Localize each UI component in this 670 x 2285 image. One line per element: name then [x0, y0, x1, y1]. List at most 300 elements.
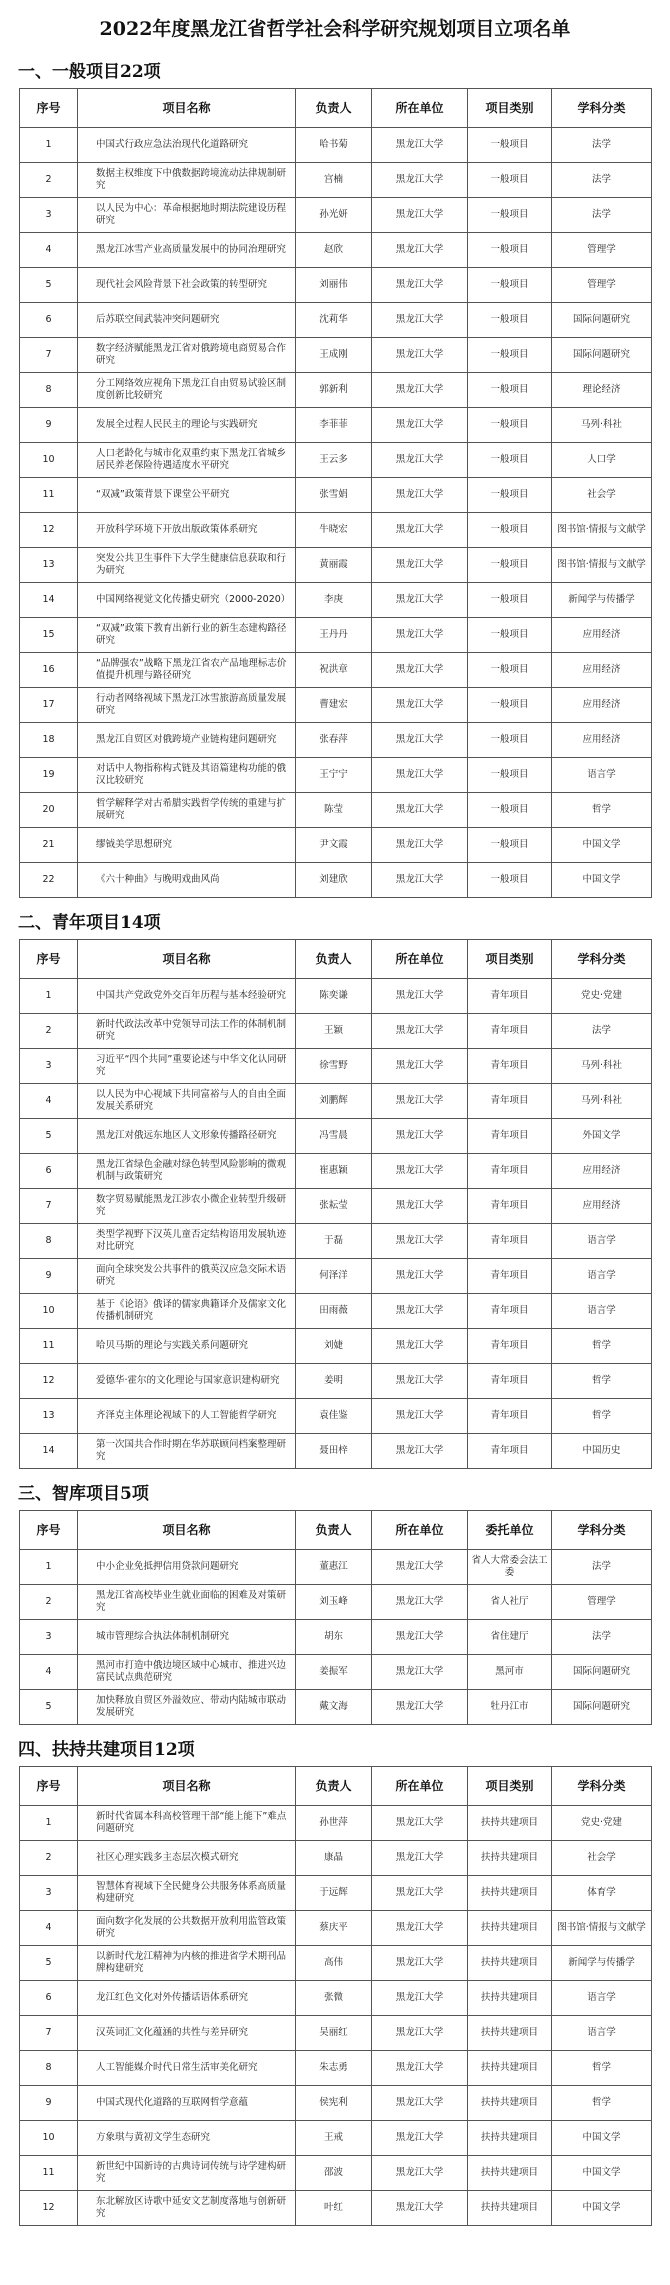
cell-category: 一般项目	[468, 268, 552, 303]
cell-project-name: 数字经济赋能黑龙江省对俄跨境电商贸易合作研究	[78, 338, 296, 373]
cell-discipline: 国际问题研究	[552, 303, 652, 338]
cell-project-name: 数据主权维度下中俄数据跨境流动法律规制研究	[78, 163, 296, 198]
cell-principal: 孙世萍	[296, 1806, 372, 1841]
cell-unit: 黑龙江大学	[372, 1014, 468, 1049]
cell-discipline: 哲学	[552, 1399, 652, 1434]
cell-principal: 姜明	[296, 1364, 372, 1399]
cell-principal: 侯宪利	[296, 2086, 372, 2121]
cell-discipline: 法学	[552, 1014, 652, 1049]
cell-category: 扶持共建项目	[468, 1876, 552, 1911]
cell-project-name: 缪钺美学思想研究	[78, 828, 296, 863]
cell-unit: 黑龙江大学	[372, 618, 468, 653]
column-header-unit: 所在单位	[372, 1511, 468, 1550]
cell-discipline: 应用经济	[552, 1189, 652, 1224]
column-header-seq: 序号	[20, 1767, 78, 1806]
column-header-project-name: 项目名称	[78, 1511, 296, 1550]
cell-unit: 黑龙江大学	[372, 2191, 468, 2226]
table-row	[20, 1189, 652, 1224]
cell-discipline: 哲学	[552, 1364, 652, 1399]
cell-discipline: 哲学	[552, 2086, 652, 2121]
cell-unit: 黑龙江大学	[372, 1655, 468, 1690]
cell-category: 青年项目	[468, 1329, 552, 1364]
column-header-category: 委托单位	[468, 1511, 552, 1550]
column-header-project-name: 项目名称	[78, 1767, 296, 1806]
cell-category: 一般项目	[468, 723, 552, 758]
cell-category: 青年项目	[468, 1224, 552, 1259]
table-row	[20, 1014, 652, 1049]
cell-project-name: 黑龙江省绿色金融对绿色转型风险影响的微观机制与政策研究	[78, 1154, 296, 1189]
table-row	[20, 548, 652, 583]
cell-discipline: 语言学	[552, 1224, 652, 1259]
cell-principal: 王云多	[296, 443, 372, 478]
table-row	[20, 1259, 652, 1294]
cell-seq: 12	[20, 1364, 78, 1399]
cell-project-name: 发展全过程人民民主的理论与实践研究	[78, 408, 296, 443]
cell-principal: 王戒	[296, 2121, 372, 2156]
cell-category: 扶持共建项目	[468, 2051, 552, 2086]
cell-unit: 黑龙江大学	[372, 268, 468, 303]
cell-principal: 刘建欣	[296, 863, 372, 898]
cell-seq: 6	[20, 1154, 78, 1189]
cell-seq: 3	[20, 1876, 78, 1911]
table-row	[20, 1084, 652, 1119]
cell-unit: 黑龙江大学	[372, 863, 468, 898]
cell-project-name: 类型学视野下汉英儿童否定结构语用发展轨迹对比研究	[78, 1224, 296, 1259]
cell-principal: 姜振军	[296, 1655, 372, 1690]
cell-unit: 黑龙江大学	[372, 1364, 468, 1399]
cell-category: 青年项目	[468, 1049, 552, 1084]
cell-discipline: 图书馆·情报与文献学	[552, 513, 652, 548]
table-row	[20, 1329, 652, 1364]
cell-unit: 黑龙江大学	[372, 1259, 468, 1294]
cell-principal: 胡东	[296, 1620, 372, 1655]
cell-discipline: 国际问题研究	[552, 1690, 652, 1725]
table-row	[20, 1399, 652, 1434]
cell-unit: 黑龙江大学	[372, 828, 468, 863]
cell-project-name: 社区心理实践多主态层次模式研究	[78, 1841, 296, 1876]
table-row	[20, 443, 652, 478]
cell-category: 一般项目	[468, 863, 552, 898]
cell-unit: 黑龙江大学	[372, 688, 468, 723]
cell-seq: 9	[20, 1259, 78, 1294]
table-row	[20, 2191, 652, 2226]
cell-project-name: 黑龙江自贸区对俄跨境产业链构建问题研究	[78, 723, 296, 758]
cell-discipline: 应用经济	[552, 618, 652, 653]
cell-seq: 10	[20, 443, 78, 478]
table-row	[20, 979, 652, 1014]
cell-principal: 宫楠	[296, 163, 372, 198]
cell-unit: 黑龙江大学	[372, 1154, 468, 1189]
table-header-row	[20, 1767, 652, 1806]
cell-principal: 聂田梓	[296, 1434, 372, 1469]
cell-unit: 黑龙江大学	[372, 443, 468, 478]
cell-category: 一般项目	[468, 163, 552, 198]
cell-seq: 9	[20, 2086, 78, 2121]
cell-category: 一般项目	[468, 478, 552, 513]
cell-discipline: 应用经济	[552, 723, 652, 758]
cell-discipline: 中国历史	[552, 1434, 652, 1469]
cell-principal: 张耘莹	[296, 1189, 372, 1224]
cell-principal: 李菲菲	[296, 408, 372, 443]
table-row	[20, 1154, 652, 1189]
cell-unit: 黑龙江大学	[372, 233, 468, 268]
cell-discipline: 马列·科社	[552, 1049, 652, 1084]
cell-project-name: 中国共产党政党外交百年历程与基本经验研究	[78, 979, 296, 1014]
column-header-seq: 序号	[20, 1511, 78, 1550]
cell-category: 省住建厅	[468, 1620, 552, 1655]
cell-seq: 21	[20, 828, 78, 863]
table-row	[20, 758, 652, 793]
cell-seq: 7	[20, 2016, 78, 2051]
cell-seq: 16	[20, 653, 78, 688]
cell-principal: 陈奕谦	[296, 979, 372, 1014]
cell-seq: 18	[20, 723, 78, 758]
cell-principal: 蔡庆平	[296, 1911, 372, 1946]
cell-seq: 13	[20, 1399, 78, 1434]
cell-seq: 10	[20, 2121, 78, 2156]
cell-unit: 黑龙江大学	[372, 793, 468, 828]
cell-category: 扶持共建项目	[468, 2086, 552, 2121]
column-header-principal: 负责人	[296, 1767, 372, 1806]
cell-project-name: 黑龙江对俄远东地区人文形象传播路径研究	[78, 1119, 296, 1154]
cell-category: 一般项目	[468, 198, 552, 233]
cell-principal: 朱志勇	[296, 2051, 372, 2086]
cell-discipline: 法学	[552, 1620, 652, 1655]
cell-seq: 4	[20, 1655, 78, 1690]
cell-project-name: 中国网络视觉文化传播史研究（2000-2020）	[78, 583, 296, 618]
cell-category: 扶持共建项目	[468, 2016, 552, 2051]
cell-project-name: 新世纪中国新诗的古典诗词传统与诗学建构研究	[78, 2156, 296, 2191]
cell-principal: 刘丽伟	[296, 268, 372, 303]
table-row	[20, 1806, 652, 1841]
cell-project-name: 第一次国共合作时期在华苏联顾问档案整理研究	[78, 1434, 296, 1469]
cell-principal: 袁佳鉴	[296, 1399, 372, 1434]
cell-unit: 黑龙江大学	[372, 1224, 468, 1259]
table-row	[20, 303, 652, 338]
cell-seq: 2	[20, 1585, 78, 1620]
cell-seq: 11	[20, 1329, 78, 1364]
cell-category: 扶持共建项目	[468, 2191, 552, 2226]
cell-unit: 黑龙江大学	[372, 1911, 468, 1946]
cell-category: 一般项目	[468, 443, 552, 478]
cell-project-name: 智慧体育视域下全民健身公共服务体系高质量构建研究	[78, 1876, 296, 1911]
cell-unit: 黑龙江大学	[372, 2121, 468, 2156]
cell-project-name: 基于《论语》俄译的儒家典籍译介及儒家文化传播机制研究	[78, 1294, 296, 1329]
table-row	[20, 653, 652, 688]
cell-seq: 6	[20, 1981, 78, 2016]
cell-principal: 高伟	[296, 1946, 372, 1981]
cell-seq: 1	[20, 128, 78, 163]
table-row	[20, 1294, 652, 1329]
cell-category: 一般项目	[468, 408, 552, 443]
cell-principal: 王成刚	[296, 338, 372, 373]
cell-project-name: 中国式现代化道路的互联网哲学意蕴	[78, 2086, 296, 2121]
cell-seq: 1	[20, 1550, 78, 1585]
cell-principal: 张微	[296, 1981, 372, 2016]
cell-project-name: 加快释放自贸区外溢效应、带动内陆城市联动发展研究	[78, 1690, 296, 1725]
cell-principal: 刘鹏辉	[296, 1084, 372, 1119]
column-header-unit: 所在单位	[372, 940, 468, 979]
cell-principal: 叶红	[296, 2191, 372, 2226]
cell-discipline: 应用经济	[552, 653, 652, 688]
cell-principal: 于远辉	[296, 1876, 372, 1911]
table-header-row	[20, 1511, 652, 1550]
cell-project-name: 新时代政法改革中党领导司法工作的体制机制研究	[78, 1014, 296, 1049]
cell-principal: 黄丽霞	[296, 548, 372, 583]
column-header-discipline: 学科分类	[552, 89, 652, 128]
cell-project-name: “双减”政策背景下课堂公平研究	[78, 478, 296, 513]
cell-discipline: 管理学	[552, 1585, 652, 1620]
cell-seq: 4	[20, 1911, 78, 1946]
cell-category: 青年项目	[468, 979, 552, 1014]
table-row	[20, 1224, 652, 1259]
cell-discipline: 语言学	[552, 1259, 652, 1294]
cell-unit: 黑龙江大学	[372, 2016, 468, 2051]
cell-project-name: 爱德华·霍尔的文化理论与国家意识建构研究	[78, 1364, 296, 1399]
cell-unit: 黑龙江大学	[372, 128, 468, 163]
cell-category: 一般项目	[468, 618, 552, 653]
cell-discipline: 法学	[552, 198, 652, 233]
cell-category: 一般项目	[468, 758, 552, 793]
cell-project-name: 面向全球突发公共事件的俄英汉应急交际术语研究	[78, 1259, 296, 1294]
cell-unit: 黑龙江大学	[372, 1946, 468, 1981]
project-table	[19, 1510, 652, 1725]
table-row	[20, 688, 652, 723]
cell-project-name: 东北解放区诗歌中延安文艺制度落地与创新研究	[78, 2191, 296, 2226]
column-header-discipline: 学科分类	[552, 1511, 652, 1550]
cell-principal: 邵波	[296, 2156, 372, 2191]
cell-category: 扶持共建项目	[468, 1981, 552, 2016]
cell-discipline: 中国文学	[552, 2121, 652, 2156]
table-row	[20, 198, 652, 233]
cell-seq: 5	[20, 1119, 78, 1154]
table-row	[20, 863, 652, 898]
cell-principal: 祝洪章	[296, 653, 372, 688]
table-row	[20, 1911, 652, 1946]
cell-unit: 黑龙江大学	[372, 1981, 468, 2016]
cell-category: 青年项目	[468, 1014, 552, 1049]
cell-unit: 黑龙江大学	[372, 408, 468, 443]
cell-seq: 14	[20, 583, 78, 618]
cell-category: 青年项目	[468, 1119, 552, 1154]
cell-unit: 黑龙江大学	[372, 1690, 468, 1725]
cell-seq: 7	[20, 338, 78, 373]
column-header-principal: 负责人	[296, 1511, 372, 1550]
table-row	[20, 1841, 652, 1876]
table-row	[20, 723, 652, 758]
cell-project-name: 以新时代龙江精神为内核的推进省学术期刊品牌构建研究	[78, 1946, 296, 1981]
cell-discipline: 中国文学	[552, 2191, 652, 2226]
cell-project-name: 方象琪与黄初文学生态研究	[78, 2121, 296, 2156]
cell-unit: 黑龙江大学	[372, 1434, 468, 1469]
cell-unit: 黑龙江大学	[372, 1294, 468, 1329]
project-table	[19, 1766, 652, 2226]
cell-unit: 黑龙江大学	[372, 1841, 468, 1876]
column-header-category: 项目类别	[468, 940, 552, 979]
cell-principal: 哈书菊	[296, 128, 372, 163]
cell-category: 一般项目	[468, 513, 552, 548]
cell-discipline: 体育学	[552, 1876, 652, 1911]
section-heading: 二、青年项目14项	[18, 913, 161, 933]
cell-seq: 9	[20, 408, 78, 443]
cell-unit: 黑龙江大学	[372, 478, 468, 513]
table-row	[20, 793, 652, 828]
cell-discipline: 管理学	[552, 268, 652, 303]
cell-seq: 1	[20, 1806, 78, 1841]
table-row	[20, 2121, 652, 2156]
cell-discipline: 中国文学	[552, 828, 652, 863]
cell-seq: 7	[20, 1189, 78, 1224]
table-row	[20, 1690, 652, 1725]
cell-project-name: 分工网络效应视角下黑龙江自由贸易试验区制度创新比较研究	[78, 373, 296, 408]
cell-project-name: 汉英词汇文化蕴涵的共性与差异研究	[78, 2016, 296, 2051]
cell-project-name: 对话中人物指称构式链及其语篇建构功能的俄汉比较研究	[78, 758, 296, 793]
cell-project-name: 突发公共卫生事件下大学生健康信息获取和行为研究	[78, 548, 296, 583]
cell-category: 扶持共建项目	[468, 2121, 552, 2156]
cell-project-name: 人口老龄化与城市化双重约束下黑龙江省城乡居民养老保险待遇适度水平研究	[78, 443, 296, 478]
cell-unit: 黑龙江大学	[372, 583, 468, 618]
cell-project-name: 后苏联空间武装冲突问题研究	[78, 303, 296, 338]
cell-principal: 张雪娟	[296, 478, 372, 513]
page-title: 2022年度黑龙江省哲学社会科学研究规划项目立项名单	[99, 18, 571, 40]
cell-principal: 吴丽红	[296, 2016, 372, 2051]
cell-discipline: 法学	[552, 128, 652, 163]
cell-discipline: 哲学	[552, 793, 652, 828]
table-row	[20, 2016, 652, 2051]
cell-principal: 田雨薇	[296, 1294, 372, 1329]
table-row	[20, 1981, 652, 2016]
cell-principal: 尹文霞	[296, 828, 372, 863]
table-row	[20, 1620, 652, 1655]
cell-project-name: 开放科学环境下开放出版政策体系研究	[78, 513, 296, 548]
cell-category: 青年项目	[468, 1259, 552, 1294]
cell-project-name: 新时代省属本科高校管理干部“能上能下”难点问题研究	[78, 1806, 296, 1841]
cell-seq: 11	[20, 2156, 78, 2191]
cell-category: 省人社厅	[468, 1585, 552, 1620]
cell-seq: 3	[20, 1049, 78, 1084]
table-row	[20, 1119, 652, 1154]
cell-unit: 黑龙江大学	[372, 1585, 468, 1620]
cell-principal: 赵欣	[296, 233, 372, 268]
cell-seq: 20	[20, 793, 78, 828]
column-header-unit: 所在单位	[372, 1767, 468, 1806]
cell-category: 扶持共建项目	[468, 1806, 552, 1841]
cell-unit: 黑龙江大学	[372, 548, 468, 583]
cell-project-name: 齐泽克主体理论视域下的人工智能哲学研究	[78, 1399, 296, 1434]
cell-seq: 17	[20, 688, 78, 723]
cell-project-name: 面向数字化发展的公共数据开放利用监管政策研究	[78, 1911, 296, 1946]
cell-project-name: 黑河市打造中俄边境区域中心城市、推进兴边富民试点典范研究	[78, 1655, 296, 1690]
cell-project-name: 龙江红色文化对外传播话语体系研究	[78, 1981, 296, 2016]
table-row	[20, 373, 652, 408]
section-heading: 三、智库项目5项	[18, 1484, 149, 1504]
cell-principal: 于磊	[296, 1224, 372, 1259]
project-table	[19, 88, 652, 898]
cell-discipline: 党史·党建	[552, 1806, 652, 1841]
table-row	[20, 1550, 652, 1585]
cell-category: 一般项目	[468, 128, 552, 163]
cell-project-name: “品牌强农”战略下黑龙江省农产品地理标志价值提升机理与路径研究	[78, 653, 296, 688]
column-header-unit: 所在单位	[372, 89, 468, 128]
cell-discipline: 语言学	[552, 1981, 652, 2016]
cell-seq: 1	[20, 979, 78, 1014]
table-row	[20, 408, 652, 443]
table-row	[20, 233, 652, 268]
cell-seq: 2	[20, 1841, 78, 1876]
cell-unit: 黑龙江大学	[372, 1189, 468, 1224]
cell-principal: 陈莹	[296, 793, 372, 828]
column-header-discipline: 学科分类	[552, 940, 652, 979]
cell-discipline: 社会学	[552, 1841, 652, 1876]
cell-principal: 郭新利	[296, 373, 372, 408]
cell-seq: 11	[20, 478, 78, 513]
cell-seq: 15	[20, 618, 78, 653]
table-row	[20, 618, 652, 653]
table-row	[20, 513, 652, 548]
cell-project-name: 黑龙江省高校毕业生就业面临的困难及对策研究	[78, 1585, 296, 1620]
cell-category: 一般项目	[468, 303, 552, 338]
cell-unit: 黑龙江大学	[372, 338, 468, 373]
table-header-row	[20, 89, 652, 128]
cell-discipline: 人口学	[552, 443, 652, 478]
table-row	[20, 2156, 652, 2191]
table-row	[20, 2086, 652, 2121]
table-row	[20, 1434, 652, 1469]
table-row	[20, 1049, 652, 1084]
cell-principal: 刘玉峰	[296, 1585, 372, 1620]
table-row	[20, 1585, 652, 1620]
cell-seq: 10	[20, 1294, 78, 1329]
table-row	[20, 1946, 652, 1981]
cell-unit: 黑龙江大学	[372, 163, 468, 198]
cell-discipline: 法学	[552, 163, 652, 198]
cell-discipline: 中国文学	[552, 863, 652, 898]
cell-project-name: 《六十种曲》与晚明戏曲风尚	[78, 863, 296, 898]
cell-unit: 黑龙江大学	[372, 373, 468, 408]
cell-unit: 黑龙江大学	[372, 2086, 468, 2121]
cell-seq: 22	[20, 863, 78, 898]
cell-unit: 黑龙江大学	[372, 2156, 468, 2191]
cell-discipline: 国际问题研究	[552, 338, 652, 373]
cell-category: 一般项目	[468, 548, 552, 583]
cell-principal: 崔惠颖	[296, 1154, 372, 1189]
cell-category: 青年项目	[468, 1154, 552, 1189]
cell-project-name: 哈贝马斯的理论与实践关系问题研究	[78, 1329, 296, 1364]
cell-discipline: 新闻学与传播学	[552, 1946, 652, 1981]
cell-category: 一般项目	[468, 828, 552, 863]
cell-discipline: 社会学	[552, 478, 652, 513]
cell-unit: 黑龙江大学	[372, 198, 468, 233]
cell-unit: 黑龙江大学	[372, 758, 468, 793]
cell-project-name: 习近平“四个共同”重要论述与中华文化认同研究	[78, 1049, 296, 1084]
cell-seq: 2	[20, 163, 78, 198]
cell-category: 牡丹江市	[468, 1690, 552, 1725]
table-row	[20, 1364, 652, 1399]
cell-seq: 5	[20, 1690, 78, 1725]
cell-seq: 14	[20, 1434, 78, 1469]
cell-principal: 沈莉华	[296, 303, 372, 338]
table-row	[20, 128, 652, 163]
cell-category: 一般项目	[468, 583, 552, 618]
cell-discipline: 国际问题研究	[552, 1655, 652, 1690]
cell-discipline: 图书馆·情报与文献学	[552, 1911, 652, 1946]
cell-principal: 王颖	[296, 1014, 372, 1049]
cell-category: 青年项目	[468, 1399, 552, 1434]
cell-discipline: 应用经济	[552, 1154, 652, 1189]
column-header-project-name: 项目名称	[78, 89, 296, 128]
cell-seq: 12	[20, 513, 78, 548]
cell-unit: 黑龙江大学	[372, 513, 468, 548]
